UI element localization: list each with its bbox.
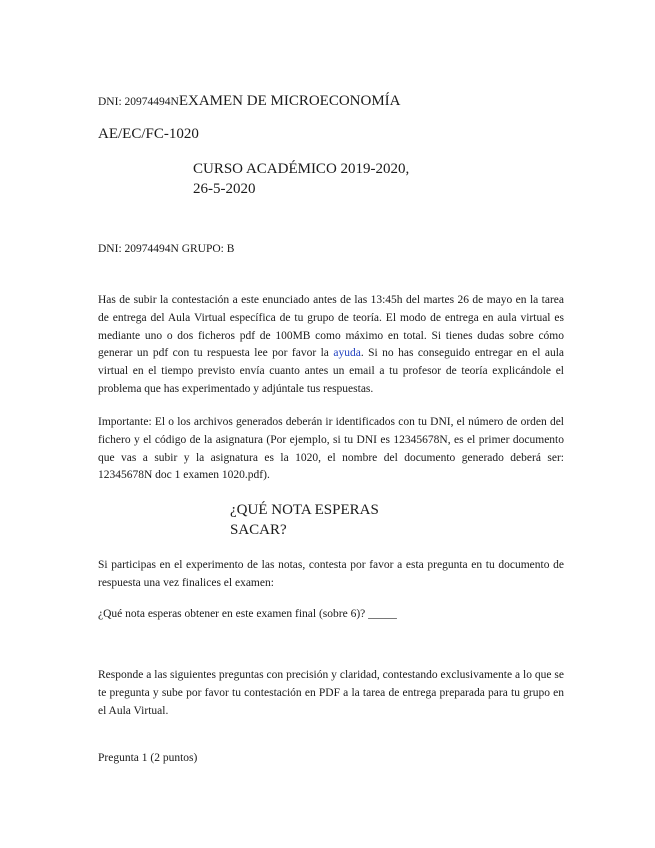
grade-question: ¿Qué nota esperas obtener en este examen final (sobre 6)? _____ [98,608,397,620]
submission-text-end: . Si no has conseguido entregar en el aula virtual en el tiempo previsto envía cuanto antes un email a tu profesor de teoría explicándole el problema que has experimentado y adjúntale tus respuestas. [98,347,565,395]
question-1-label: Pregunta 1 (2 puntos) [98,752,198,764]
exam-date: 26-5-2020 [193,181,256,197]
student-dni-group: DNI: 20974494N GRUPO: B [98,243,235,255]
header-line [98,92,401,110]
submission-instructions [98,292,564,399]
exam-title: EXAMEN DE MICROECONOMÍA [178,93,401,109]
help-link[interactable]: ayuda [333,347,361,360]
important-note: Importante: El o los archivos generados deberán ir identificados con tu DNI, el número de orden del fichero y el código de la asignatura (Por ejemplo, si tu DNI es 12345678N, es el primer documento que vas a subir y la asignatura es la 1020, el nombre del documento generado deberá ser: 12345678N doc 1 examen 1020.pdf). [98,416,564,482]
header-dni: DNI: 20974494N [98,96,179,108]
grade-question-intro: Si participas en el experimento de las notas, contesta por favor a esta pregunta en tu documento de respuesta una vez finalices el examen: [98,559,564,589]
course-code: AE/EC/FC-1020 [98,126,199,142]
academic-year: CURSO ACADÉMICO 2019-2020, [193,161,410,177]
answer-instructions: Responde a las siguientes preguntas con precisión y claridad, contestando exclusivamente a lo que se te pregunta y sube por favor tu contestación en PDF a la tarea de entrega preparada para tu grupo en el Aula Virtual. [98,669,564,717]
grade-question-heading: ¿QUÉ NOTA ESPERAS SACAR? [230,502,379,538]
submission-text-start: Has de subir la contestación a este enunciado antes de las 13:45h del martes 26 de mayo en la tarea de entrega del Aula Virtual específica de tu grupo de teoría. El modo de entrega en aula virtual es mediante uno o dos ficheros pdf de 100MB como máximo en total. Si tienes dudas sobre cómo generar un pdf con tu respuesta lee por favor la [98,294,564,360]
